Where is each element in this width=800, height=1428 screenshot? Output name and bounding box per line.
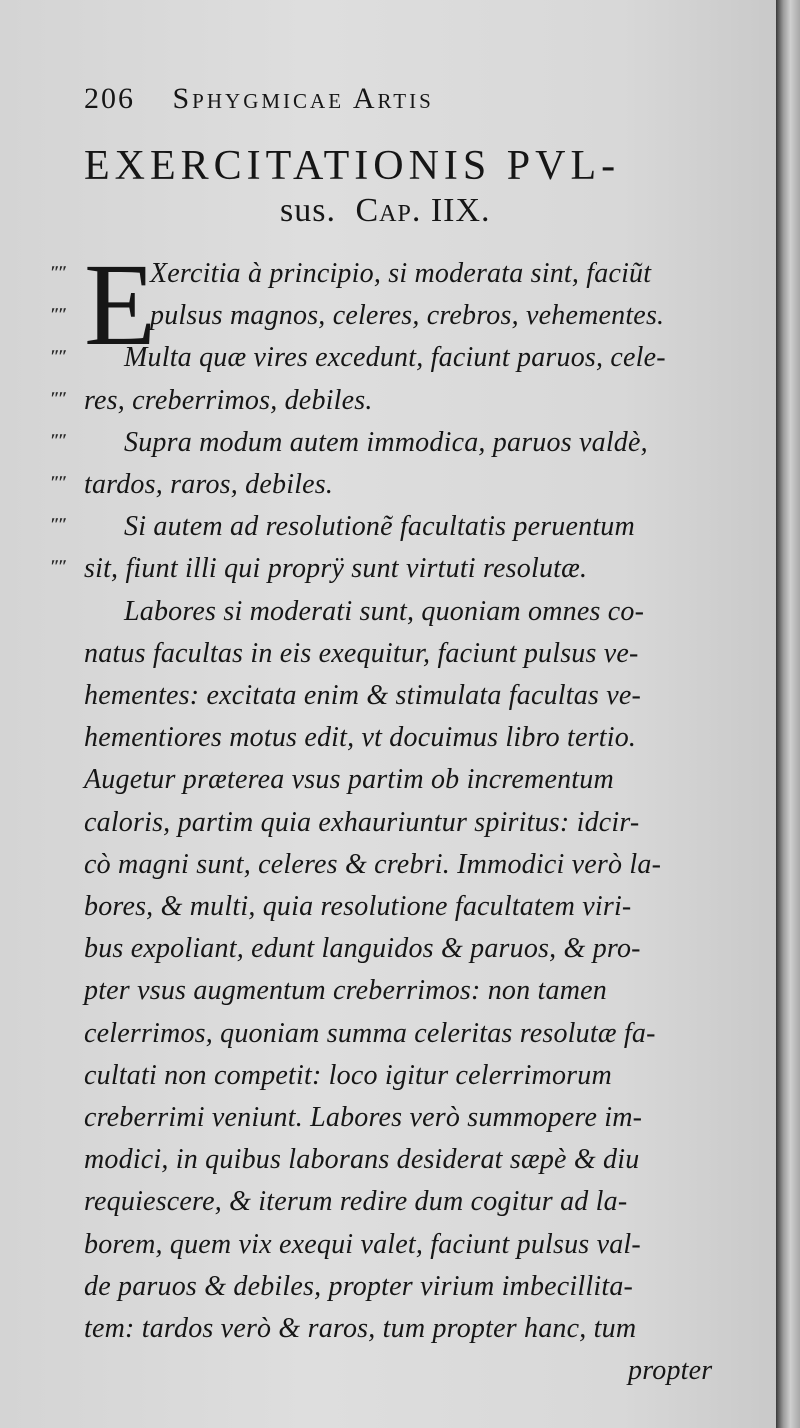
running-title: Sphygmicae Artis — [172, 82, 434, 115]
text-line: hementiores motus edit, vt docuimus libro tertio. — [84, 722, 637, 754]
text-line: Si autem ad resolutionẽ facultatis peruentum — [124, 511, 635, 543]
margin-mark: ʺʺ — [50, 430, 66, 450]
text-line: cò magni sunt, celeres & crebri. Immodici verò la- — [84, 848, 662, 880]
text-line: tem: tardos verò & raros, tum propter hanc, tum — [84, 1313, 637, 1344]
book-spine-shadow — [776, 0, 800, 1428]
text-line: hementes: excitata enim & stimulata facultas ve- — [84, 680, 642, 711]
text-line: Multa quæ vires excedunt, faciunt paruos, cele- — [124, 342, 666, 374]
text-line: Labores si moderati sunt, quoniam omnes co- — [124, 595, 645, 627]
chapter-title-word: sus. — [280, 192, 336, 229]
page-number: 206 — [84, 82, 135, 115]
chapter-title-line-1: EXERCITATIONIS PVL- — [84, 143, 621, 189]
text-line: caloris, partim quia exhauriuntur spiritus: idcir- — [84, 806, 640, 838]
text-line: borem, quem vix exequi valet, faciunt pulsus val- — [84, 1228, 641, 1260]
text-line: res, creberrimos, debiles. — [84, 384, 373, 416]
text-line: pulsus magnos, celeres, crebros, vehementes. — [150, 300, 665, 332]
margin-mark: ʺʺ — [50, 304, 66, 324]
drop-cap: E — [84, 239, 157, 370]
text-line: natus facultas in eis exequitur, faciunt pulsus ve- — [84, 637, 639, 669]
text-line: requiescere, & iterum redire dum cogitur ad la- — [84, 1186, 628, 1218]
text-line: Xercitia à principio, si moderata sint, faciũt — [150, 258, 652, 289]
text-line: modici, in quibus laborans desiderat sæpè & diu — [84, 1144, 640, 1176]
text-line: creberrimi veniunt. Labores verò summopere im- — [84, 1102, 643, 1133]
margin-mark: ʺʺ — [50, 262, 66, 282]
text-line: cultati non competit: loco igitur celerrimorum — [84, 1059, 612, 1091]
text-line: Augetur præterea vsus partim ob incrementum — [84, 764, 614, 796]
chapter-title-line-2 — [280, 192, 800, 230]
chapter-number: Cap. IIX. — [355, 192, 491, 229]
text-line: propter — [628, 1355, 713, 1387]
margin-mark: ʺʺ — [50, 388, 66, 408]
text-line: celerrimos, quoniam summa celeritas resolutæ fa- — [84, 1017, 656, 1049]
text-line: bus expoliant, edunt languidos & paruos, & pro- — [84, 933, 641, 965]
margin-mark: ʺʺ — [50, 346, 66, 366]
text-line: sit, fiunt illi qui proprÿ sunt virtuti resolutæ. — [84, 553, 588, 585]
text-line: pter vsus augmentum creberrimos: non tamen — [84, 975, 607, 1007]
margin-mark: ʺʺ — [50, 472, 66, 492]
margin-mark: ʺʺ — [50, 514, 66, 534]
running-head — [84, 82, 644, 116]
margin-mark: ʺʺ — [50, 556, 66, 576]
text-line: de paruos & debiles, propter virium imbecillita- — [84, 1270, 634, 1302]
text-line: tardos, raros, debiles. — [84, 469, 334, 500]
text-line: Supra modum autem immodica, paruos valdè, — [124, 426, 648, 458]
text-line: bores, & multi, quia resolutione facultatem viri- — [84, 891, 632, 922]
